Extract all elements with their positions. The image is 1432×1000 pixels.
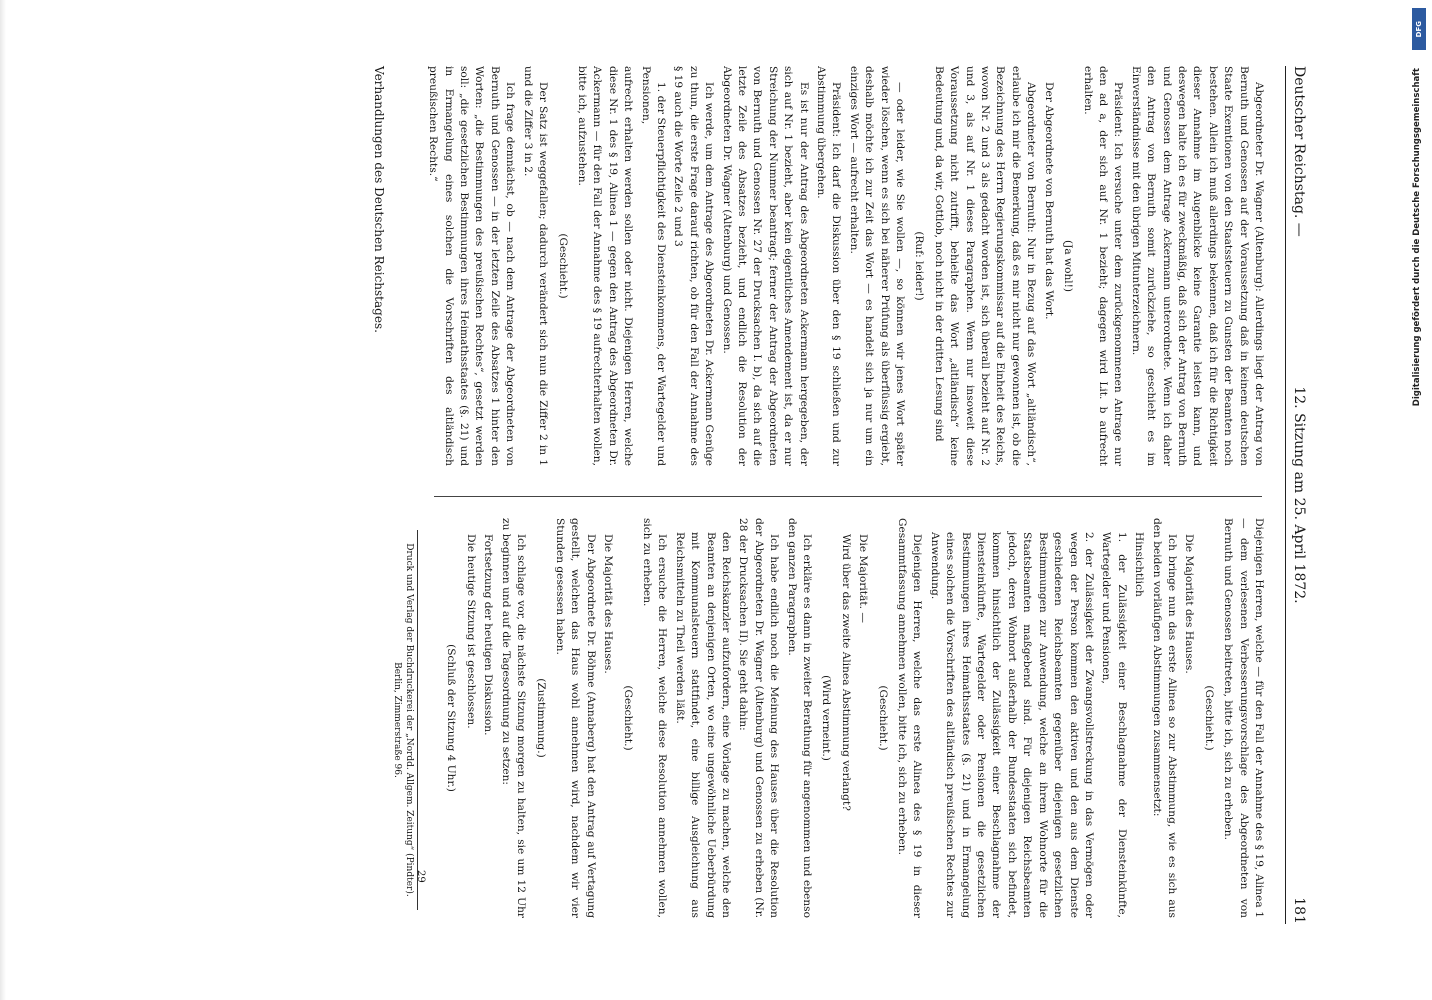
left-column-paragraph: Der Satz ist weggefallen; dadurch verändert sich nun die Ziffer 2 in 1 und die Ziffer 3 in 2. xyxy=(521,66,550,466)
left-column-paragraph: Ich frage demnächst, ob — nach dem Antrage der Abgeordneten von Bernuth und Genossen — in der letzten Zeile des Absatzes 1 hinter den Worten: „die Bestimmungen des preußischen Rechtes“, gesetzt werden soll: „die gesetzlichen Bestimmungen ihres Heimathsstaates (§. 21) und in Ermangelung eines solchen die Vorschriften des altländisch preußischen Rechts.“ xyxy=(427,66,517,466)
digitization-strip xyxy=(1410,8,1424,988)
right-column-paragraph: Ich habe endlich noch die Meinung des Hauses über die Resolution der Abgeordneten Dr. Wagner (Altenburg) und Genossen zu erheben (Nr. 28 der Drucksachen II). Sie geht dahin: xyxy=(737,518,781,918)
right-column-paragraph: 1. der Zulässigkeit einer Beschlagnahme der Diensteinkünfte, Wartegelder und Pensionen, xyxy=(1100,532,1128,918)
right-column-paragraph: Ich ersuche die Herren, welche diese Resolution annehmen wollen, sich zu erheben. xyxy=(640,518,669,918)
right-column-paragraph: Die Majorität des Hauses. xyxy=(1183,534,1196,674)
left-column-paragraph: 1. der Steuerpflichtigkeit des Diensteinkommens, der Wartegelder und Pensionen, xyxy=(639,66,667,466)
left-column-paragraph: Der Abgeordnete von Bernuth hat das Wort. xyxy=(1042,82,1055,320)
left-column-paragraph: Es ist nur der Antrag des Abgeordneten Ackermann hergegeben, der sich auf Nr. 1 bezieht, aber kein eigentliches Amendement ist, da er nur Streichung der Nummer beantragt; ferner der Antrag der Abgeordneten von Bernuth und Genossen Nr. 27 der Drucksachen I. b), da sich auf die letzte Zeile des Absatzes bezieht, und endlich die Resolution der Abgeordneten Dr. Wagner (Altenburg) und Genossen. xyxy=(720,66,810,466)
right-column-paragraph: Ich schlage vor, die nächste Sitzung morgen zu halten, sie um 12 Uhr zu beginnen und auf die Tagesordnung zu setzen: xyxy=(499,518,528,918)
printer-note-text: Druck und Verlag der Buchdruckerei der „Nordd. Allgem. Zeitung“ (Pindter). Berlin, Zimmerstraße 96. xyxy=(392,543,414,897)
right-column-paragraph: Diejenigen Herren, welche — für den Fall der Annahme des § 19, Alinea 1 — dem verlesenen Verbesserungsvorschlage des Abgeordneten von Bernuth und Genossen beitreten, bitte ich, sich zu erheben. xyxy=(1222,518,1265,918)
left-column xyxy=(423,66,1266,466)
left-column-paragraph: Ich werde, um dem Antrage des Abgeordneten Dr. Ackermann Genüge zu thun, die erste Frage darauf richten, ob für den Fall der Annahme des § 19 auch die Worte Zeile 2 und 3 xyxy=(672,66,716,466)
bottom-page-number: 29 xyxy=(415,870,426,883)
running-header xyxy=(1285,66,1310,924)
right-column-paragraph: (Zustimmung.) xyxy=(534,678,547,758)
header-page-number: 181 xyxy=(1291,897,1307,924)
right-column-paragraph: 2. der Zulässigkeit der Zwangsvollstreckung in das Vermögen oder wegen der Person kommen den aktiven und den aus dem Dienste geschiedenen Reichsbeamten gegenüber diejenigen gesetzlichen Bestimmungen zur Anwendung, welche an ihrem Wohnorte für die Staatsbeamten maßgebend sind. Für diejenigen Reichsbeamten jedoch, deren Wohnort außerhalb der Bundesstaaten sich befindet, kommen hinsichtlich der Zulässigkeit einer Beschlagnahme der Diensteinkünfte, Wartegelder oder Pensionen die gesetzlichen Bestimmungen ihres Heimathsstaates (§. 21) und in Ermangelung eines solchen die Vorschriften des altländisch preußischen Rechtes zur Anwendung. xyxy=(928,532,1095,918)
right-column-paragraph: Hinsichtlich xyxy=(1133,532,1146,597)
printer-note-rule xyxy=(417,530,418,910)
dfg-logo-badge xyxy=(1412,8,1426,50)
left-column-paragraph: aufrecht erhalten werden sollen oder nicht. Diejenigen Herren, welche diese Nr. 1 des § 19, Alinea 1 — gegen den Antrag des Abgeordneten Dr. Ackermann — für den Fall der Annahme des § 19 aufrechterhalten wollen, bitte ich, aufzustehen. xyxy=(575,66,635,466)
header-left: Deutscher Reichstag. — xyxy=(1291,66,1307,237)
right-column-paragraph: Fortsetzung der heutigen Diskussion. xyxy=(482,534,495,736)
right-column-paragraph: Der Abgeordnete Dr. Böhme (Annaberg) hat den Antrag auf Vertagung gestellt, welchen das Haus wohl annehmen wird, nachdem wir vier Stunden gesessen haben. xyxy=(553,518,597,918)
document-page xyxy=(46,50,1386,950)
header-session: 12. Sitzung am 25. April 1872. xyxy=(1291,386,1307,604)
right-column-paragraph: (Geschieht.) xyxy=(1202,685,1215,751)
left-column-paragraph: (Geschieht.) xyxy=(556,233,569,299)
left-column-paragraph: Präsident: Ich darf die Diskussion über den § 19 schließen und zur Abstimmung übergehen. xyxy=(815,66,843,466)
left-column-paragraph: Abgeordneter Dr. Wagner (Altenburg): Allerdings liegt der Antrag von Bernuth und Genossen auf der Voraussetzung daß in keinem deutschen Staate Exemtionen von den Staatssteuern zu Gunsten der Beamten noch bestehen. Allein ich muß allerdings bekennen, daß ich für die Richtigkeit dieser Annahme im Augenblicke keine Garantie leisten kann, und deswegen halte ich es für zweckmäßig, daß sich der Antrag von Bernuth und Genossen dem Antrage Ackermann unterordnete. Wenn ich daher den Antrag von Bernuth somit zurückziehe, so geschieht es im Einverständnisse mit den übrigen Mitunterzeichnern. xyxy=(1129,66,1265,466)
right-column-paragraph: (Geschieht.) xyxy=(876,685,889,751)
printer-note xyxy=(391,530,418,910)
right-column-paragraph: Die heutige Sitzung ist geschlossen. xyxy=(464,534,477,729)
right-column-paragraph: Die Majorität des Hauses. xyxy=(602,534,615,674)
right-column xyxy=(439,518,1266,918)
footer-publication: Verhandlungen des Deutschen Reichstages. xyxy=(372,66,386,333)
left-column-paragraph: (Ruf: leider!) xyxy=(913,231,926,301)
right-column-paragraph: (Geschieht.) xyxy=(621,685,634,751)
column-divider xyxy=(434,496,1262,497)
right-column-paragraph: Die Majorität. — xyxy=(857,534,870,623)
right-column-paragraph: (Wird verneint.) xyxy=(820,675,833,761)
right-column-paragraph: den Reichskanzler aufzufordern, eine Vorlage zu machen, welche den Beamten an denjenigen Orten, wo eine ungewöhnliche Ueberbürdung mit Kommunalsteuern stattfindet, eine billige Ausgleichung aus Reichsmitteln zu Theil werden läßt. xyxy=(673,532,732,918)
right-column-paragraph: Ich bringe nun das erste Alinea so zur Abstimmung, wie es sich aus den beiden vorläufigen Abstimmungen zusammensetzt: xyxy=(1150,518,1178,918)
right-column-paragraph: Diejenigen Herren, welche das erste Alinea des § 19 in dieser Gesammtfassung annehmen wollen, bitte ich, sich zu erheben. xyxy=(896,518,924,918)
left-column-paragraph: (Ja wohl!) xyxy=(1062,239,1075,293)
left-column-paragraph: Präsident: Ich versuche unter dem zurückgenommenen Antrage nur den ad a, der sich auf Nr. 1 bezieht; dagegen wird Lit. b aufrecht erhalten. xyxy=(1081,66,1125,466)
dfg-badge-label: DFG xyxy=(1415,20,1423,38)
digitization-text: Digitalisierung gefördert durch die Deutsche Forschungsgemeinschaft xyxy=(1412,68,1422,407)
scan-edge-shadow xyxy=(0,0,6,1000)
left-column-paragraph: — oder leider, wie Sie wollen —, so können wir jenes Wort später wieder löschen, wenn es sich bei näherer Prüfung als überflüssig ergiebt, deshalb möchte ich zur Zeit das Wort — es handelt sich ja nur um ein einziges Wort — aufrecht erhalten. xyxy=(847,66,907,466)
left-column-paragraph: Abgeordneter von Bernuth: Nur in Bezug auf das Wort „altländisch“, erlaube ich mir die Bemerkung, daß es mir nicht nur gewonnen ist, ob die Bezeichnung des Herrn Regierungskommissar auf die Einheit des Reichs, wovon Nr. 2 und 3 als gedacht worden ist, sich überall bezieht auf Nr. 2 und 3, als auf Nr. 1 dieses Paragraphen. Wenn nur insoweit diese Voraussetzung nicht zutrifft, behielte das Wort „altländisch“ keine Bedeutung und, da wir, Gottlob, noch nicht in der dritten Lesung sind xyxy=(932,66,1038,466)
right-column-paragraph: (Schluß der Sitzung 4 Uhr.) xyxy=(445,644,458,792)
right-column-paragraph: Ich erkläre es dann in zweiter Berathung für angenommen und ebenso den ganzen Paragraphen. xyxy=(785,518,814,918)
right-column-paragraph: Wird über das zweite Alinea Abstimmung verlangt? xyxy=(839,534,852,811)
